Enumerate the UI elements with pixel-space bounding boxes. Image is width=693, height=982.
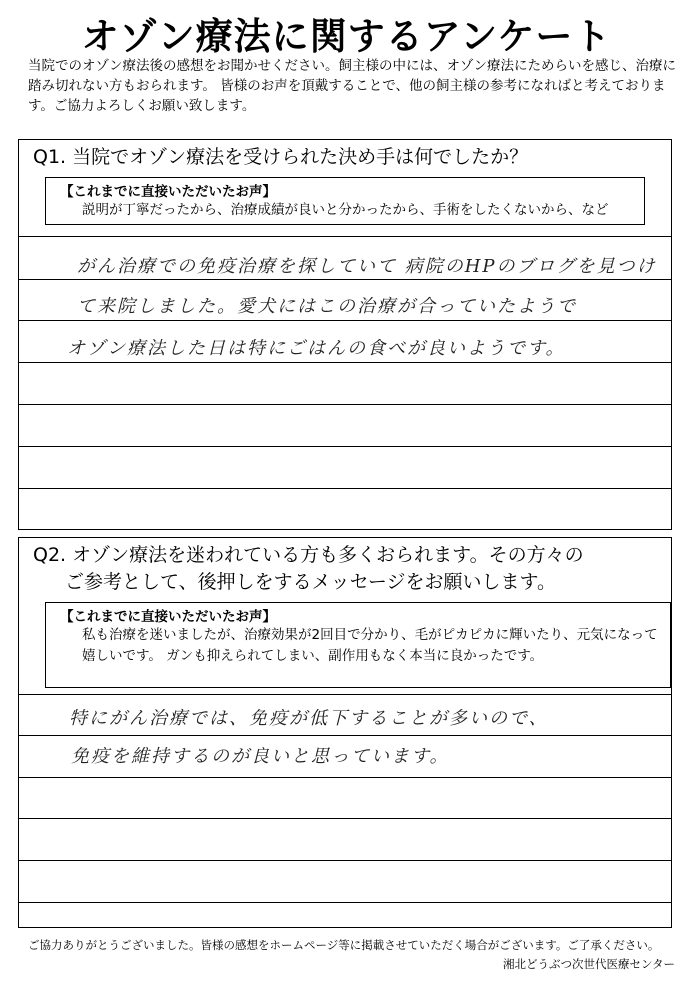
footer-note: ご協力ありがとうございました。皆様の感想をホームページ等に掲載させていただく場合がございます。ご了承ください。 — [28, 938, 660, 952]
q2-question-line-1: Q2. オゾン療法を迷われている方も多くおられます。その方々の — [33, 544, 584, 566]
q1-voices-text: 説明が丁寧だったから、治療成績が良いと分かったから、手術をしたくないから、など — [82, 202, 609, 218]
q2-voices-text: 私も治療を迷いましたが、治療効果が2回目で分かり、毛がピカピカに輝いたり、元気になって嬉しいです。 ガンも抑えられてしまい、副作用もなく本当に良かったです。 — [82, 627, 658, 664]
q1-question: Q1. 当院でオゾン療法を受けられた決め手は何でしたか？ — [33, 146, 529, 168]
intro-text: 当院でのオゾン療法後の感想をお聞かせください。飼主様の中には、オゾン療法にためらいを感じ、治療に踏み切れない方もおられます。 皆様のお声を頂戴することで、他の飼主様の参考になればと考えております。ご協力よろしくお願い致します。 — [28, 58, 676, 114]
q1-answer-line — [19, 446, 671, 447]
q2-answer-line — [19, 818, 671, 819]
page-title: オゾン療法に関するアンケート — [81, 15, 612, 58]
q2-answer-line — [19, 902, 671, 903]
q2-answer-line — [19, 735, 671, 736]
q1-voices-title: 【これまでに直接いただいたお声】 — [60, 184, 276, 200]
clinic-signature: 湘北どうぶつ次世代医療センター — [502, 957, 675, 971]
q2-answer-line — [19, 860, 671, 861]
q1-panel — [18, 139, 672, 530]
q1-answer-line — [19, 320, 671, 321]
q1-answer-line — [19, 362, 671, 363]
q2-question-line-2: ご参考として、後押しをするメッセージをお願いします。 — [65, 571, 556, 593]
q1-voices-box — [45, 177, 645, 225]
q1-answer-line-2: て来院しました。愛犬にはこの治療が合っていたようで — [77, 296, 577, 317]
q1-answer-line-1: がん治療での免疫治療を探していて 病院のHPのブログを見つけ — [77, 256, 657, 277]
q2-voices-title: 【これまでに直接いただいたお声】 — [60, 609, 276, 625]
q2-answer-top-rule — [19, 694, 671, 695]
q1-answer-line — [19, 488, 671, 489]
q2-answer-line-1: 特にがん治療では、免疫が低下することが多いので、 — [69, 708, 549, 729]
q2-answer-line-2: 免疫を維持するのが良いと思っています。 — [71, 746, 450, 767]
q2-answer-line — [19, 777, 671, 778]
q1-answer-line — [19, 279, 671, 280]
q2-voices-box — [45, 602, 671, 688]
q1-answer-line — [19, 404, 671, 405]
q2-panel — [18, 537, 672, 928]
q1-answer-line-3: オゾン療法した日は特にごはんの食べが良いようです。 — [67, 338, 566, 359]
q1-answer-top-rule — [19, 236, 671, 237]
